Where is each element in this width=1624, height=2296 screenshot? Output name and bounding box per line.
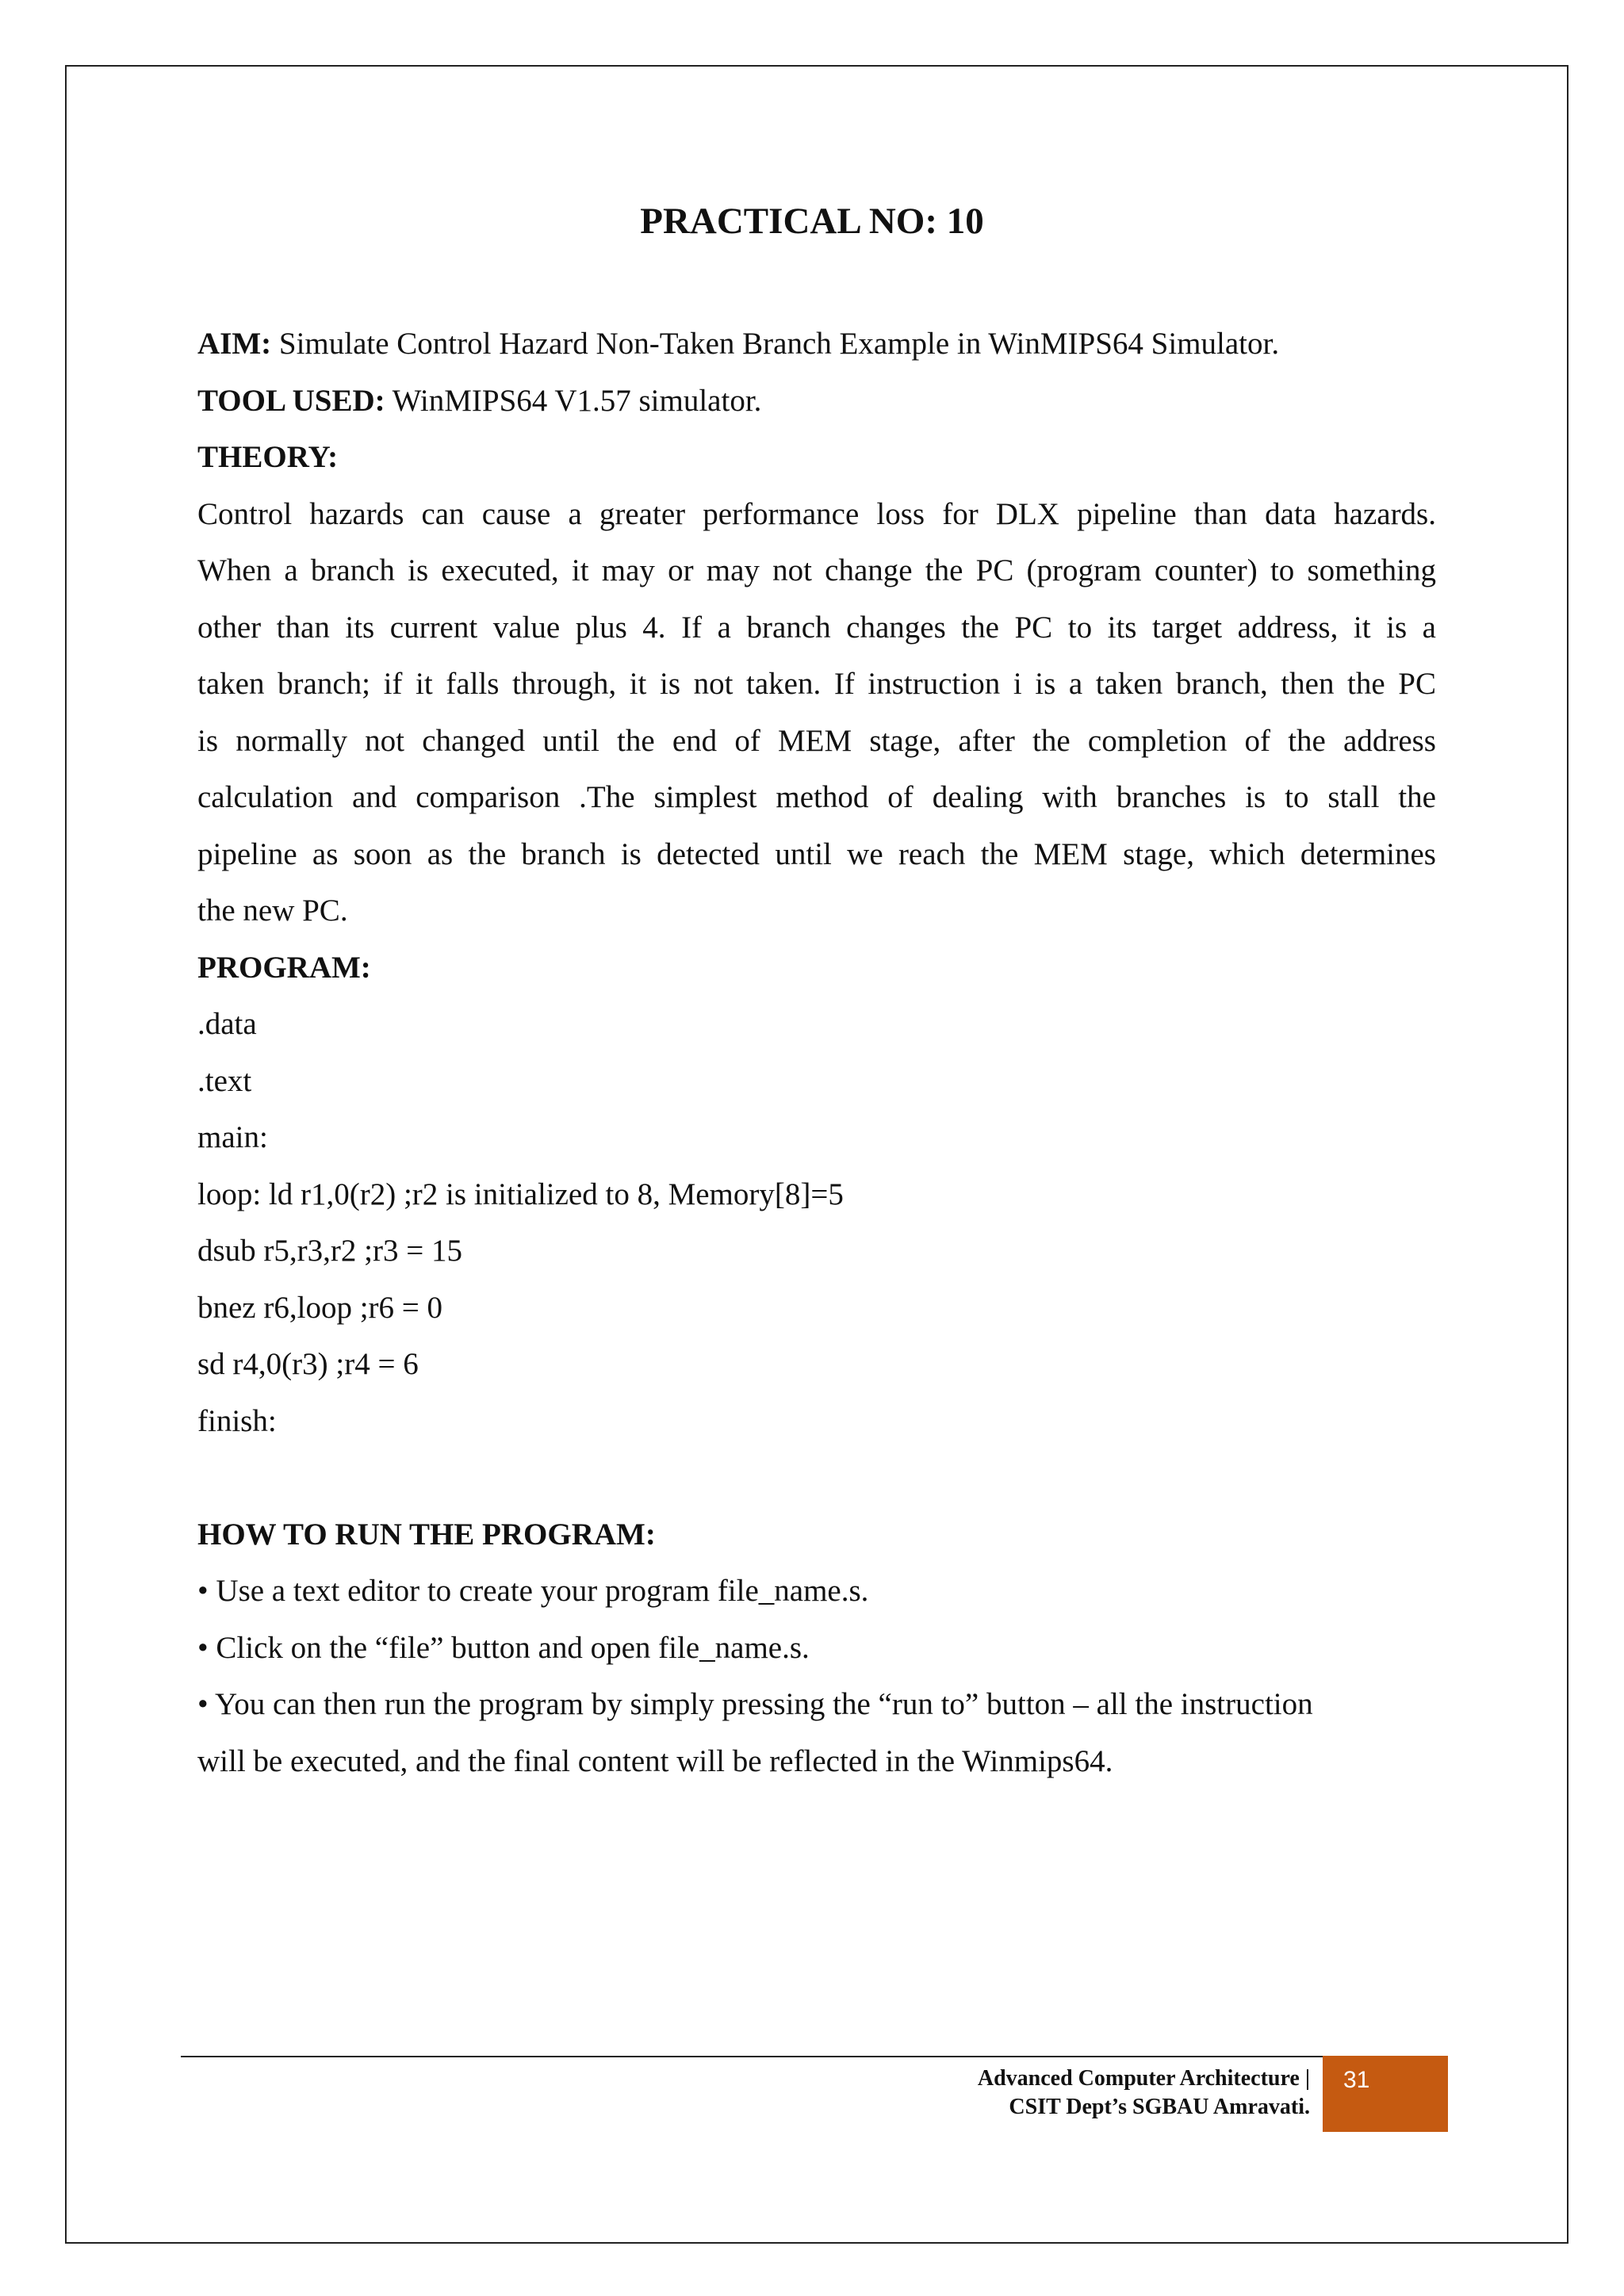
footer-department: CSIT Dept’s SGBAU Amravati. — [1009, 2095, 1310, 2119]
document-body — [197, 316, 1436, 1789]
code-line: sd r4,0(r3) ;r4 = 6 — [197, 1347, 419, 1381]
blank-line — [197, 1449, 1436, 1506]
page-title: PRACTICAL NO: 10 — [640, 201, 984, 242]
theory-line: pipeline as soon as the branch is detected until we reach the MEM stage, which determines — [197, 836, 1436, 871]
howto-step-continuation: will be executed, and the final content will be reflected in the Winmips64. — [197, 1743, 1113, 1778]
aim-line — [197, 316, 1436, 373]
aim-text: Simulate Control Hazard Non-Taken Branch Example in WinMIPS64 Simulator. — [271, 327, 1280, 361]
theory-line: When a branch is executed, it may or may not change the PC (program counter) to something — [197, 553, 1436, 587]
theory-line: other than its current value plus 4. If a branch changes the PC to its target address, it is a — [197, 610, 1436, 645]
aim-label: AIM: — [197, 327, 272, 361]
tool-line — [197, 373, 1436, 430]
code-line: loop: ld r1,0(r2) ;r2 is initialized to 8, Memory[8]=5 — [197, 1177, 844, 1211]
code-line: bnez r6,loop ;r6 = 0 — [197, 1290, 443, 1325]
theory-line: calculation and comparison .The simplest method of dealing with branches is to stall the — [197, 780, 1436, 814]
code-line: finish: — [197, 1403, 277, 1438]
footer-rule — [181, 2056, 1327, 2057]
howto-step: • You can then run the program by simply pressing the “run to” button – all the instruction — [197, 1687, 1313, 1721]
howto-step: • Click on the “file” button and open file_name.s. — [197, 1630, 810, 1665]
theory-paragraph — [197, 486, 1436, 939]
theory-line: Control hazards can cause a greater performance loss for DLX pipeline than data hazards. — [197, 496, 1436, 531]
howto-step: • Use a text editor to create your program file_name.s. — [197, 1574, 869, 1608]
theory-line: is normally not changed until the end of MEM stage, after the completion of the address — [197, 723, 1436, 758]
page-number-badge — [1323, 2056, 1448, 2132]
tool-text: WinMIPS64 V1.57 simulator. — [385, 383, 762, 418]
footer-text — [676, 2064, 1310, 2122]
code-line: .data — [197, 1007, 257, 1041]
theory-line: taken branch; if it falls through, it is not taken. If instruction i is a taken branch, then the PC — [197, 667, 1436, 701]
page-number: 31 — [1343, 2067, 1370, 2093]
theory-line: the new PC. — [197, 894, 348, 928]
code-line: .text — [197, 1063, 252, 1098]
theory-heading: THEORY: — [197, 440, 339, 474]
program-heading: PROGRAM: — [197, 950, 371, 985]
howto-heading: HOW TO RUN THE PROGRAM: — [197, 1517, 656, 1552]
code-line: dsub r5,r3,r2 ;r3 = 15 — [197, 1234, 462, 1268]
footer-course: Advanced Computer Architecture | — [977, 2066, 1310, 2091]
code-line: main: — [197, 1120, 268, 1154]
tool-label: TOOL USED: — [197, 383, 385, 418]
